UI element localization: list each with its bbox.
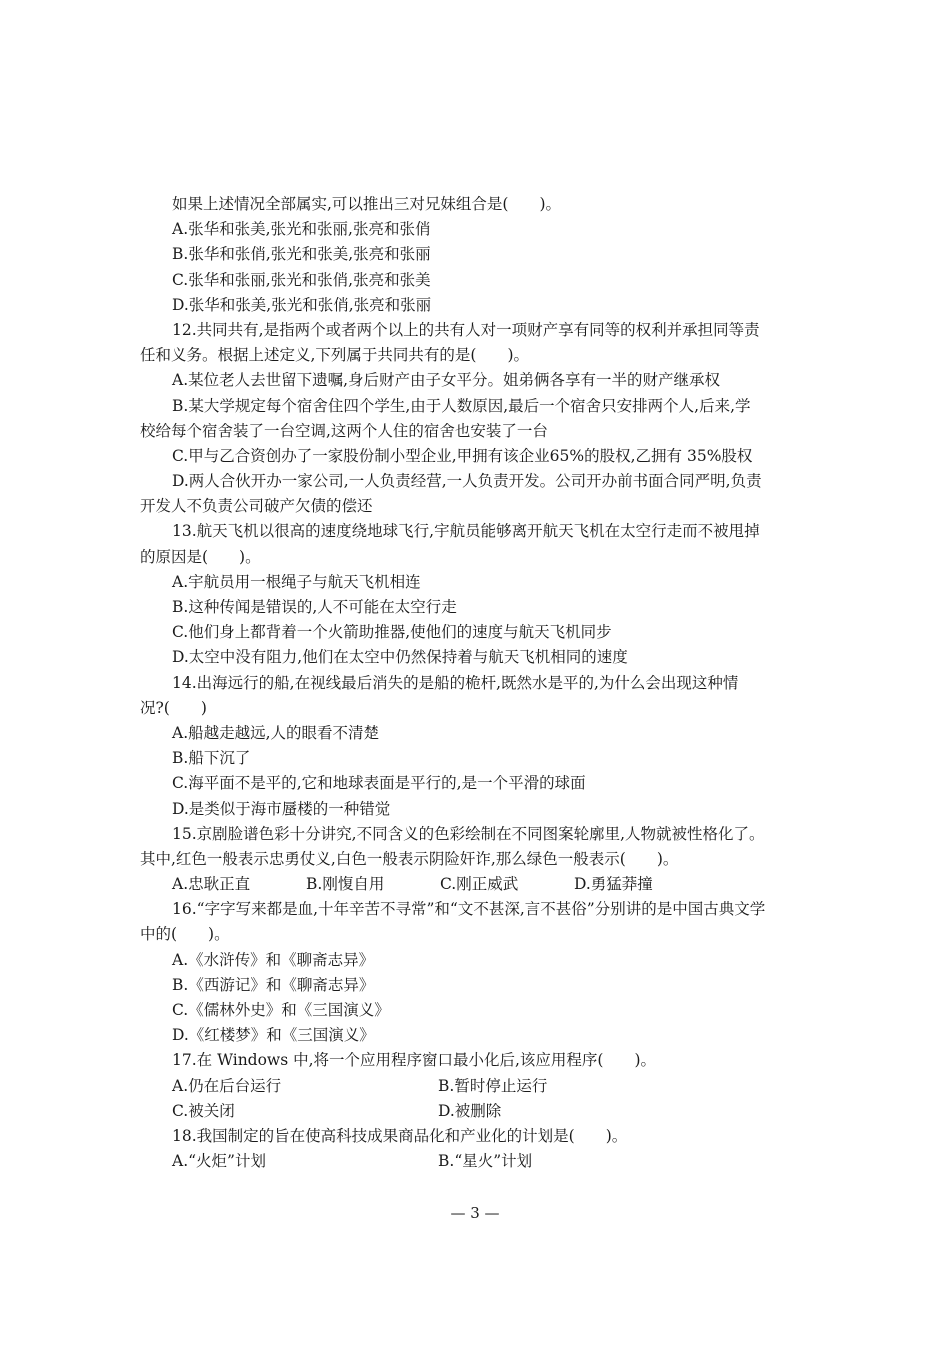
option-a: A.宇航员用一根绳子与航天飞机相连 [172, 572, 421, 591]
option-c: C.《儒林外史》和《三国演义》 [172, 1001, 390, 1019]
option-a: A.《水浒传》和《聊斋志异》 [172, 950, 375, 969]
option-d: D.两人合伙开办一家公司,一人负责经营,一人负责开发。公司开办前书面合同严明,负责 [172, 472, 762, 491]
question-15-stem-cont: 其中,红色一般表示忠勇仗义,白色一般表示阴险奸诈,那么绿色一般表示( )。 [140, 849, 679, 868]
option-b: B.《西游记》和《聊斋志异》 [172, 975, 375, 994]
question-13-stem-cont: 的原因是( )。 [140, 547, 261, 566]
option-d: D.勇猛莽撞 [574, 875, 653, 894]
option-a: A.船越走越远,人的眼看不清楚 [172, 723, 380, 742]
question-14-stem: 14.出海远行的船,在视线最后消失的是船的桅杆,既然水是平的,为什么会出现这种情 [172, 673, 739, 692]
question-18-options-row1 [140, 1149, 815, 1174]
option-d: D.被删除 [438, 1101, 502, 1120]
option-a: A.“火炬”计划 [172, 1152, 266, 1171]
page-number: — 3 — [450, 1204, 500, 1222]
question-16-stem: 16.“字字写来都是血,十年辛苦不寻常”和“文不甚深,言不甚俗”分别讲的是中国古典文学 [172, 900, 766, 919]
option-d: D.《红楼梦》和《三国演义》 [172, 1026, 375, 1045]
option-c: C.张华和张丽,张光和张俏,张亮和张美 [172, 270, 431, 289]
option-b-cont: 校给每个宿舍装了一台空调,这两个人住的宿舍也安装了一台 [140, 421, 548, 440]
option-c: C.他们身上都背着一个火箭助推器,使他们的速度与航天飞机同步 [172, 623, 612, 642]
option-d: D.是类似于海市蜃楼的一种错觉 [172, 799, 391, 818]
option-a: A.忠耿正直 [172, 875, 251, 894]
option-d: D.太空中没有阻力,他们在太空中仍然保持着与航天飞机相同的速度 [172, 648, 628, 667]
page-content [140, 192, 815, 1174]
option-b: B.张华和张俏,张光和张美,张亮和张丽 [172, 245, 431, 264]
option-a: A.张华和张美,张光和张丽,张亮和张俏 [172, 220, 431, 239]
question-12-stem-cont: 任和义务。根据上述定义,下列属于共同共有的是( )。 [140, 346, 530, 365]
option-c: C.甲与乙合资创办了一家股份制小型企业,甲拥有该企业65%的股权,乙拥有 35%股权 [172, 446, 753, 465]
option-c: C.刚正威武 [440, 875, 519, 894]
question-17-options-row1 [140, 1074, 815, 1099]
option-b: B.“星火”计划 [438, 1152, 533, 1171]
question-17-options-row2 [140, 1099, 815, 1124]
option-a: A.某位老人去世留下遗嘱,身后财产由子女平分。姐弟俩各享有一半的财产继承权 [172, 371, 721, 390]
question-15-options [140, 872, 815, 897]
option-d-cont: 开发人不负责公司破产欠债的偿还 [140, 497, 373, 516]
option-b: B.暂时停止运行 [438, 1076, 548, 1095]
question-stem: 如果上述情况全部属实,可以推出三对兄妹组合是( )。 [172, 195, 562, 213]
option-b: B.某大学规定每个宿舍住四个学生,由于人数原因,最后一个宿舍只安排两个人,后来,学 [172, 396, 751, 415]
question-18-stem: 18.我国制定的旨在使高科技成果商品化和产业化的计划是( )。 [172, 1126, 628, 1145]
option-a: A.仍在后台运行 [172, 1076, 282, 1095]
question-13-stem: 13.航天飞机以很高的速度绕地球飞行,宇航员能够离开航天飞机在太空行走而不被甩掉 [172, 522, 760, 541]
question-12-stem: 12.共同共有,是指两个或者两个以上的共有人对一项财产享有同等的权利并承担同等责 [172, 320, 760, 339]
question-16-stem-cont: 中的( )。 [140, 925, 230, 944]
option-b: B.船下沉了 [172, 749, 251, 768]
option-b: B.这种传闻是错误的,人不可能在太空行走 [172, 598, 457, 616]
option-b: B.刚愎自用 [306, 875, 385, 894]
option-d: D.张华和张美,张光和张俏,张亮和张丽 [172, 295, 432, 314]
option-c: C.海平面不是平的,它和地球表面是平行的,是一个平滑的球面 [172, 774, 586, 793]
question-14-stem-cont: 况?( ) [140, 698, 207, 717]
option-c: C.被关闭 [172, 1101, 235, 1120]
question-15-stem: 15.京剧脸谱色彩十分讲究,不同含义的色彩绘制在不同图案轮廓里,人物就被性格化了。 [172, 824, 765, 843]
question-17-stem: 17.在 Windows 中,将一个应用程序窗口最小化后,该应用程序( )。 [172, 1051, 657, 1070]
